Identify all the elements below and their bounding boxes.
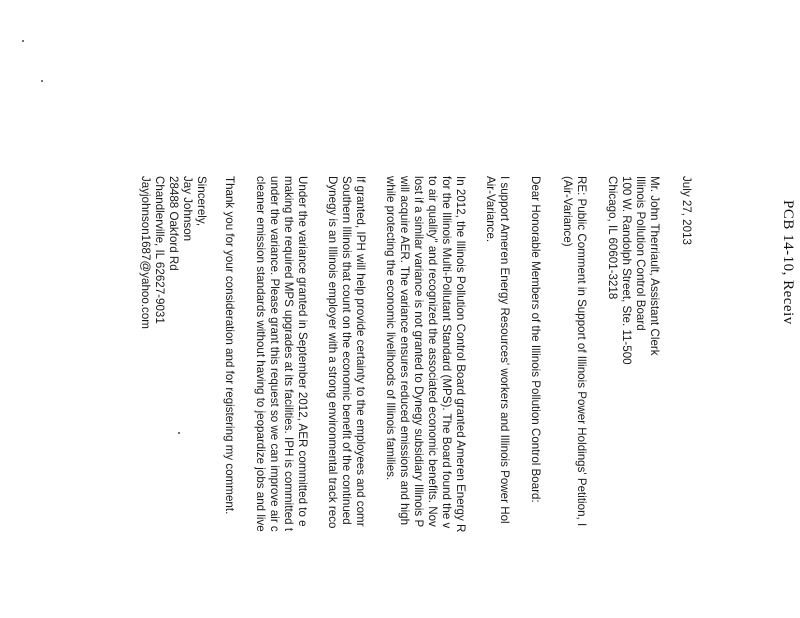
salutation: Dear Honorable Members of the Illinois Pollution Control Board: <box>529 176 542 503</box>
body-line: Southern Illinois that count on the economic benefit of the continued <box>340 176 353 525</box>
signature-line: Jay Johnson <box>181 176 194 242</box>
addressee-line: Mr. John Therriault, Assistant Clerk <box>648 176 661 356</box>
body-line: lost if a similar variance is not granted to Dynegy subsidiary Illinois P <box>412 176 425 528</box>
body-line: making the required MPS upgrades at its facilities. IPH is committed t <box>282 176 295 532</box>
signature-line: Chandlerville, IL 62627-9031 <box>153 176 166 324</box>
body-line: If granted, IPH will help provide certainty to the employees and comr <box>354 176 367 527</box>
body-line: for the Illinois Multi-Pollutant Standard (MPS). The Board found the v <box>440 176 453 529</box>
letter-date: July 27, 2013 <box>680 176 693 245</box>
body-line: I support Ameren Energy Resources' workers and Illinois Power Hol <box>498 176 511 524</box>
body-line: while protecting the economic livelihoods of Illinois families. <box>384 176 397 481</box>
addressee-line: 100 W. Randolph Street, Ste. 11-500 <box>620 176 633 365</box>
body-line: to air quality" and recognized the associated economic benefits. Nov <box>426 176 439 527</box>
scan-speck <box>178 432 180 434</box>
subject-line: RE: Public Comment in Support of Illinois Power Holdings' Petition, I <box>575 176 588 527</box>
addressee-line: Chicago, IL 60601-3218 <box>606 176 619 300</box>
body-line: In 2012, the Illinois Pollution Control Board granted Ameren Energy R <box>454 176 467 533</box>
body-line: Dynegy is an Illinois employer with a strong environmental track reco <box>326 176 339 529</box>
scan-speck <box>41 80 43 82</box>
body-line: cleaner emission standards without having to jeopardize jobs and live <box>254 176 267 532</box>
scan-speck <box>22 40 24 42</box>
body-line: Under the variance granted in September 2012, AER committed to e <box>296 176 309 527</box>
signature-line: 28488 Oakford Rd <box>167 176 180 271</box>
body-line: Air-Variance. <box>484 176 497 243</box>
body-line: will acquire AER. The variance ensures reduced emissions and high <box>398 176 411 526</box>
subject-line: (Air-Variance) <box>561 176 574 247</box>
closing: Sincerely, <box>195 176 208 227</box>
body-line: under the variance. Please grant this request so we can improve air c <box>268 176 281 532</box>
body-line: Thank you for your consideration and for registering my comment. <box>223 176 236 515</box>
addressee-line: Illinois Pollution Control Board <box>634 176 647 331</box>
docket-stamp: PCB 14-10, Receiv <box>780 200 796 325</box>
signature-line: Jayjohnson1687@yahoo.com <box>139 176 152 329</box>
